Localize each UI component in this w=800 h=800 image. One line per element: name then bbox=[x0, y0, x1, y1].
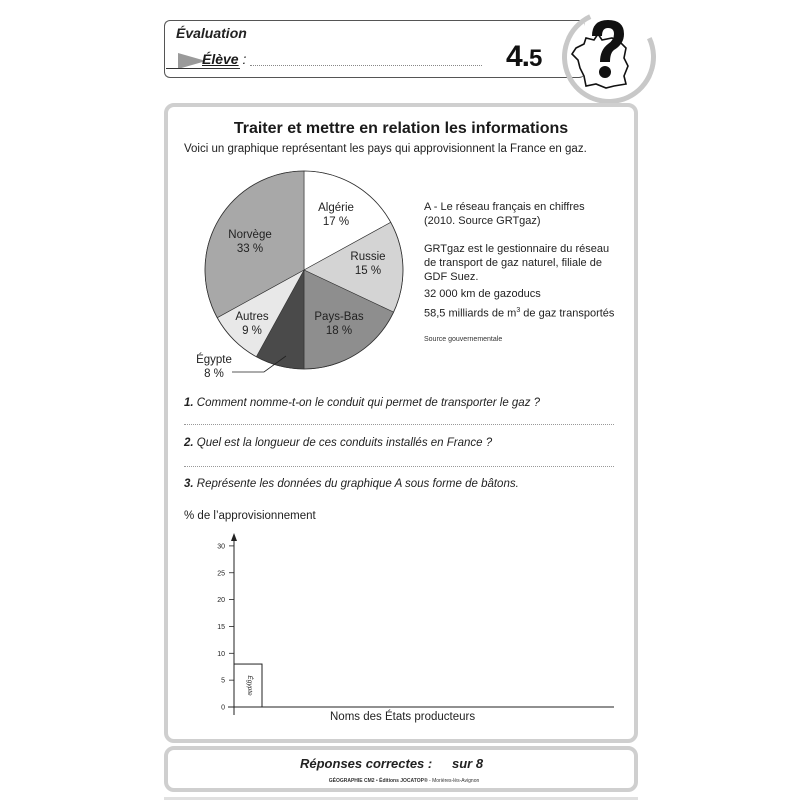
info-box bbox=[424, 200, 624, 347]
svg-text:15: 15 bbox=[217, 623, 225, 631]
stat-pipelines: 32 000 km de gazoducs bbox=[424, 288, 541, 300]
score-label: Réponses correctes : bbox=[300, 756, 433, 771]
answer-line-2[interactable] bbox=[184, 466, 614, 467]
student-name-field[interactable] bbox=[250, 65, 482, 66]
egypte-leader-line bbox=[230, 350, 290, 375]
info-desc: GRTgaz est le gestionnaire du réseau bbox=[424, 243, 610, 255]
pie-label-russie: Russie 15 % bbox=[350, 251, 386, 277]
exercise-title: Traiter et mettre en relation les informations bbox=[233, 120, 569, 137]
exercise-intro: Voici un graphique représentant les pays qui approvisionnent la France en gaz. bbox=[184, 143, 587, 155]
svg-text:Égypte: Égypte bbox=[246, 675, 253, 696]
question-1: 1. Comment nomme-t-on le conduit qui permet de transporter le gaz ? bbox=[184, 397, 541, 409]
stat-volume: 58,5 milliards de $m^3$ de gaz transportés bbox=[424, 307, 615, 320]
pie-label-pays-bas: Pays-Bas 18 % bbox=[314, 311, 364, 337]
answer-line-1[interactable] bbox=[184, 424, 614, 425]
pie-label-egypte: Égypte 8 % bbox=[196, 354, 232, 380]
underline bbox=[166, 68, 240, 69]
svg-text:10: 10 bbox=[217, 650, 225, 658]
question-3: 3. Représente les données du graphique A sous forme de bâtons. bbox=[184, 478, 519, 490]
evaluation-title: Évaluation bbox=[176, 25, 247, 41]
score-total: sur 8 bbox=[452, 756, 484, 771]
svg-text:20: 20 bbox=[217, 597, 225, 605]
pie-label-autres: Autres 9 % bbox=[235, 311, 269, 337]
svg-text:25: 25 bbox=[217, 570, 225, 578]
sheet-number: 4.5 bbox=[506, 40, 542, 73]
info-heading: A - Le réseau français en chiffres bbox=[424, 201, 585, 213]
bar-chart-axes[interactable] bbox=[200, 525, 620, 730]
info-desc: GDF Suez. bbox=[424, 271, 479, 283]
svg-text:0: 0 bbox=[221, 704, 225, 712]
question-2: 2. Quel est la longueur de ces conduits installés en France ? bbox=[184, 437, 493, 449]
student-label: Élève : bbox=[202, 51, 247, 67]
svg-text:30: 30 bbox=[217, 543, 225, 551]
svg-text:5: 5 bbox=[221, 677, 225, 685]
info-desc: de transport de gaz naturel, filiale de bbox=[424, 257, 602, 269]
pie-label-algerie: Algérie 17 % bbox=[318, 202, 354, 228]
info-heading-source: (2010. Source GRTgaz) bbox=[424, 215, 541, 227]
pie-label-norvege: Norvège 33 % bbox=[228, 229, 272, 255]
bar-chart-y-label: % de l’approvisionnement bbox=[184, 510, 316, 522]
footer-credit: GÉOGRAPHIE CM2 • Éditions JOCATOP® - Morières-lès-Avignon bbox=[300, 778, 508, 784]
info-source: Source gouvernementale bbox=[424, 335, 503, 343]
france-question-mark-icon bbox=[568, 14, 640, 92]
bar-chart-x-label: Noms des États producteurs bbox=[330, 711, 476, 723]
